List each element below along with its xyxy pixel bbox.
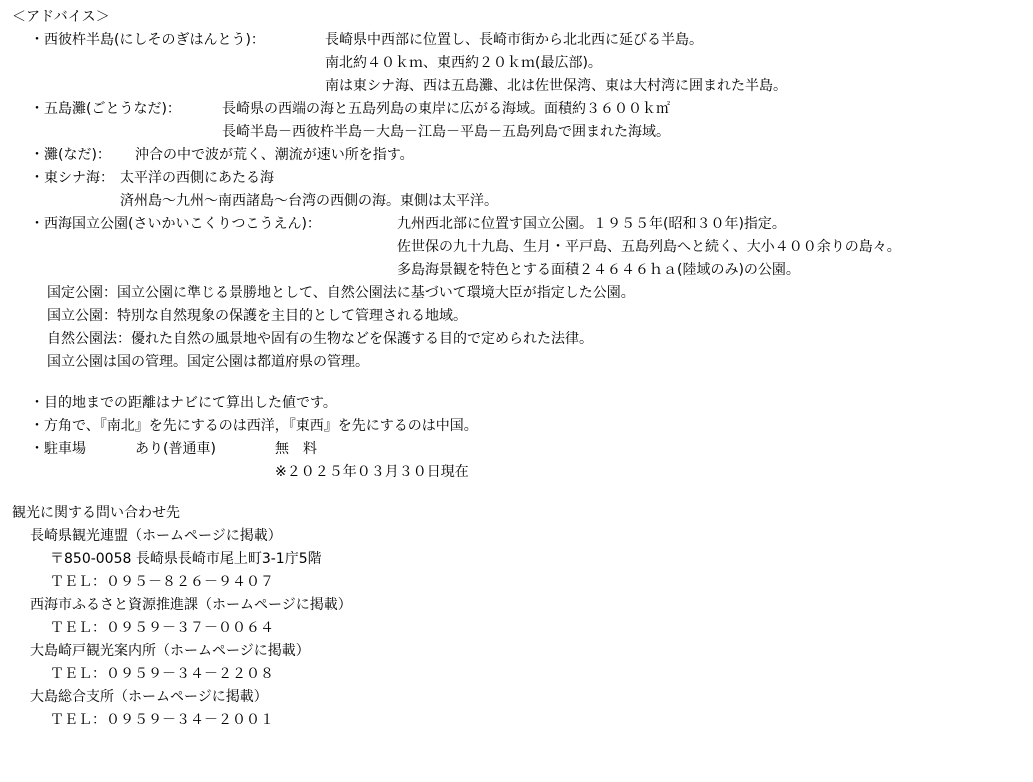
east-china-sea-desc-2: 済州島～九州～南西諸島～台湾の西側の海。東側は太平洋。 [120,193,498,209]
east-china-sea-label: ・東シナ海： [30,170,114,186]
nishisonogi-desc-2: 南北約４０ｋｍ、東西約２０ｋｍ(最広部)。 [325,55,602,71]
saikai-park-desc-1: 九州西北部に位置す国立公園。１９５５年(昭和３０年)指定。 [397,216,786,232]
contact-tel: ＴＥＬ：０９５９－３４－２２０８ [50,666,274,682]
saikai-park-desc-2: 佐世保の九十九島、生月・平戸島、五島列島へと続く、大小４００余りの島々。 [397,239,901,255]
contact-name: 西海市ふるさと資源推進課（ホームページに掲載） [30,597,352,613]
advice-heading: ＜アドバイス＞ [12,9,110,25]
nada-label: ・灘(なだ)： [30,147,111,163]
contact-name: 大島総合支所（ホームページに掲載） [30,689,268,705]
contact-name: 大島崎戸観光案内所（ホームページに掲載） [30,643,310,659]
contact-tel: ＴＥＬ：０９５９－３７－００６４ [50,620,274,636]
nishisonogi-label: ・西彼杵半島(にしそのぎはんとう)： [30,32,265,48]
east-china-sea-desc-1: 太平洋の西側にあたる海 [120,170,274,186]
definition-item: 自然公園法：優れた自然の風景地や固有の生物などを保護する目的で定められた法律。 [47,331,593,347]
definition-item: 国立公園：特別な自然現象の保護を主目的として管理される地域。 [47,308,467,324]
as-of-date: ※２０２５年０３月３０日現在 [275,464,469,480]
nishisonogi-desc-1: 長崎県中西部に位置し、長崎市街から北北西に延びる半島。 [325,32,703,48]
gotonada-desc-1: 長崎県の西端の海と五島列島の東岸に広がる海域。面積約３６００ｋ㎡ [222,101,670,117]
definition-item: 国定公園：国立公園に準じる景勝地として、自然公園法に基づいて環境大臣が指定した公園。 [47,285,635,301]
contact-tel: ＴＥＬ：０９５９－３４－２００１ [50,712,274,728]
nada-desc-1: 沖合の中で波が荒く、潮流が速い所を指す。 [135,147,414,163]
direction-note: ・方角で、『南北』を先にするのは西洋，『東西』を先にするのは中国。 [30,418,478,434]
nishisonogi-desc-3: 南は東シナ海、西は五島灘、北は佐世保湾、東は大村湾に囲まれた半島。 [325,78,787,94]
contact-address: 〒850-0058 長崎県長崎市尾上町3-1庁5階 [50,551,322,567]
contact-tel: ＴＥＬ：０９５－８２６－９４０７ [50,574,274,590]
gotonada-desc-2: 長崎半島－西彼杵半島－大島－江島－平島－五島列島で囲まれた海域。 [222,124,670,140]
parking-value: あり(普通車) [135,441,216,457]
contact-name: 長崎県観光連盟（ホームページに掲載） [30,528,282,544]
parking-fee: 無 料 [275,441,317,457]
saikai-park-desc-3: 多島海景観を特色とする面積２４６４６ｈａ(陸域のみ)の公園。 [397,262,800,278]
parking-label: ・駐車場 [30,441,86,457]
distance-note: ・目的地までの距離はナビにて算出した値です。 [30,395,337,411]
saikai-park-label: ・西海国立公園(さいかいこくりつこうえん)： [30,216,321,232]
gotonada-label: ・五島灘(ごとうなだ)： [30,101,181,117]
contacts-heading: 観光に関する問い合わせ先 [12,505,180,521]
definition-item: 国立公園は国の管理。国定公園は都道府県の管理。 [47,354,369,370]
